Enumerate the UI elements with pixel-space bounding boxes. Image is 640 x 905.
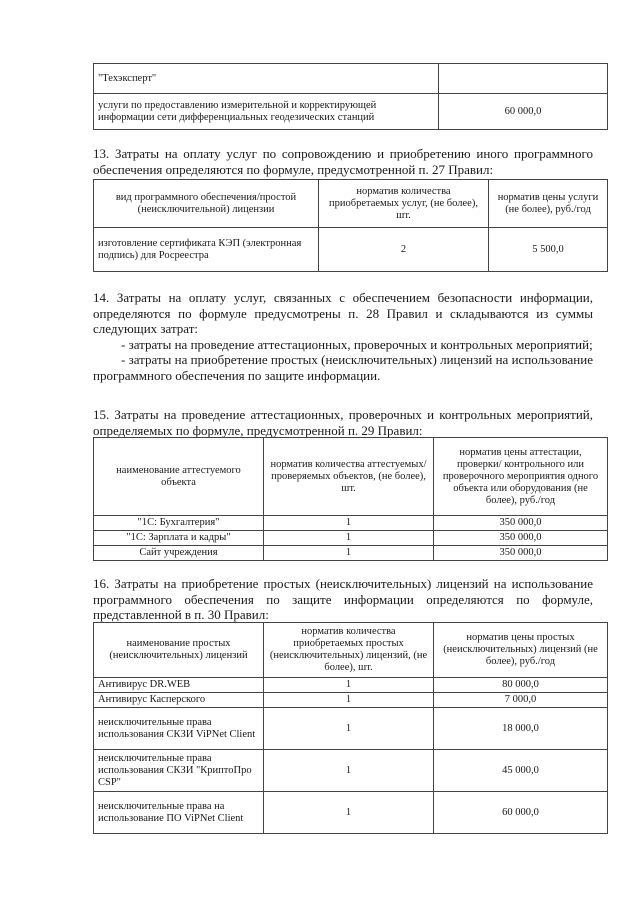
table-cell: 1	[264, 531, 434, 546]
table-cell: 1	[264, 693, 434, 708]
table-row	[94, 678, 608, 693]
column-header: норматив количества приобретаемых простых (неисключительных) лицензий, (не более), шт.	[264, 623, 434, 678]
table-cell: 1	[264, 792, 434, 834]
table-header-row	[94, 438, 608, 516]
table-cell: неисключительные права использования СКЗИ "КриптоПро CSP"	[94, 750, 264, 792]
table-cell: 45 000,0	[434, 750, 608, 792]
section-14-text: 14. Затраты на оплату услуг, связанных с обеспечением безопасности информации, определяются по формуле предусмотрены п. 28 Правил и складываются из суммы следующих затрат: - затраты на проведение аттестационных, проверочных и контрольных мероприятий; - затраты на приобретение простых (неисключительных) лицензий на использование программного обеспечения по защите информации.	[93, 290, 593, 383]
table-row	[94, 228, 608, 272]
table-header-row	[94, 623, 608, 678]
table-continuation	[93, 63, 608, 130]
table-cell: 2	[319, 228, 489, 272]
column-header: норматив цены простых (неисключительных) лицензий (не более), руб./год	[434, 623, 608, 678]
section-15-text: 15. Затраты на проведение аттестационных, проверочных и контрольных мероприятий, определяемых по формуле, предусмотренной п. 29 Правил:	[93, 407, 593, 438]
list-item: - затраты на приобретение простых (неисключительных) лицензий на использование программного обеспечения по защите информации.	[93, 352, 593, 383]
column-header: норматив количества аттестуемых/ проверяемых объектов, (не более), шт.	[264, 438, 434, 516]
table-row	[94, 750, 608, 792]
table-row	[94, 94, 608, 130]
table-cell: "Техэксперт"	[94, 64, 439, 94]
table-cell: неисключительные права на использование ПО ViPNet Client	[94, 792, 264, 834]
table-row	[94, 708, 608, 750]
table-cell: неисключительные права использования СКЗИ ViPNet Client	[94, 708, 264, 750]
table-cell: 18 000,0	[434, 708, 608, 750]
table-cell	[439, 64, 608, 94]
table-cell: Сайт учреждения	[94, 546, 264, 561]
section-13-text: 13. Затраты на оплату услуг по сопровождению и приобретению иного программного обеспечения определяются по формуле, предусмотренной п. 27 Правил:	[93, 146, 593, 177]
table-section-13	[93, 179, 608, 272]
table-cell: 350 000,0	[434, 516, 608, 531]
table-cell: услуги по предоставлению измерительной и корректирующей информации сети дифференциальных геодезических станций	[94, 94, 439, 130]
table-cell: Антивирус Касперского	[94, 693, 264, 708]
column-header: вид программного обеспечения/простой (неисключительной) лицензии	[94, 180, 319, 228]
table-cell: "1С: Зарплата и кадры"	[94, 531, 264, 546]
table-cell: "1С: Бухгалтерия"	[94, 516, 264, 531]
table-row	[94, 516, 608, 531]
table-cell: 1	[264, 750, 434, 792]
table-cell: 60 000,0	[439, 94, 608, 130]
list-item: - затраты на проведение аттестационных, проверочных и контрольных мероприятий;	[121, 336, 593, 352]
table-header-row	[94, 180, 608, 228]
column-header: норматив цены услуги (не более), руб./год	[489, 180, 608, 228]
column-header: наименование простых (неисключительных) лицензий	[94, 623, 264, 678]
table-row	[94, 64, 608, 94]
table-cell: 60 000,0	[434, 792, 608, 834]
table-row	[94, 546, 608, 561]
table-row	[94, 693, 608, 708]
table-cell: 350 000,0	[434, 546, 608, 561]
table-cell: 350 000,0	[434, 531, 608, 546]
table-cell: изготовление сертификата КЭП (электронная подпись) для Росреестра	[94, 228, 319, 272]
table-cell: 1	[264, 516, 434, 531]
table-cell: 1	[264, 678, 434, 693]
column-header: норматив количества приобретаемых услуг, (не более), шт.	[319, 180, 489, 228]
table-cell: 1	[264, 708, 434, 750]
table-section-16	[93, 622, 608, 834]
table-cell: Антивирус DR.WEB	[94, 678, 264, 693]
table-cell: 1	[264, 546, 434, 561]
table-section-15	[93, 437, 608, 561]
table-cell: 7 000,0	[434, 693, 608, 708]
section-16-text: 16. Затраты на приобретение простых (неисключительных) лицензий на использование программного обеспечения по защите информации определяются по формуле, представленной в п. 30 Правил:	[93, 576, 593, 622]
table-cell: 5 500,0	[489, 228, 608, 272]
column-header: наименование аттестуемого объекта	[94, 438, 264, 516]
column-header: норматив цены аттестации, проверки/ контрольного или проверочного мероприятия одного объекта или оборудования (не более), руб./год	[434, 438, 608, 516]
table-cell: 80 000,0	[434, 678, 608, 693]
table-row	[94, 531, 608, 546]
table-row	[94, 792, 608, 834]
